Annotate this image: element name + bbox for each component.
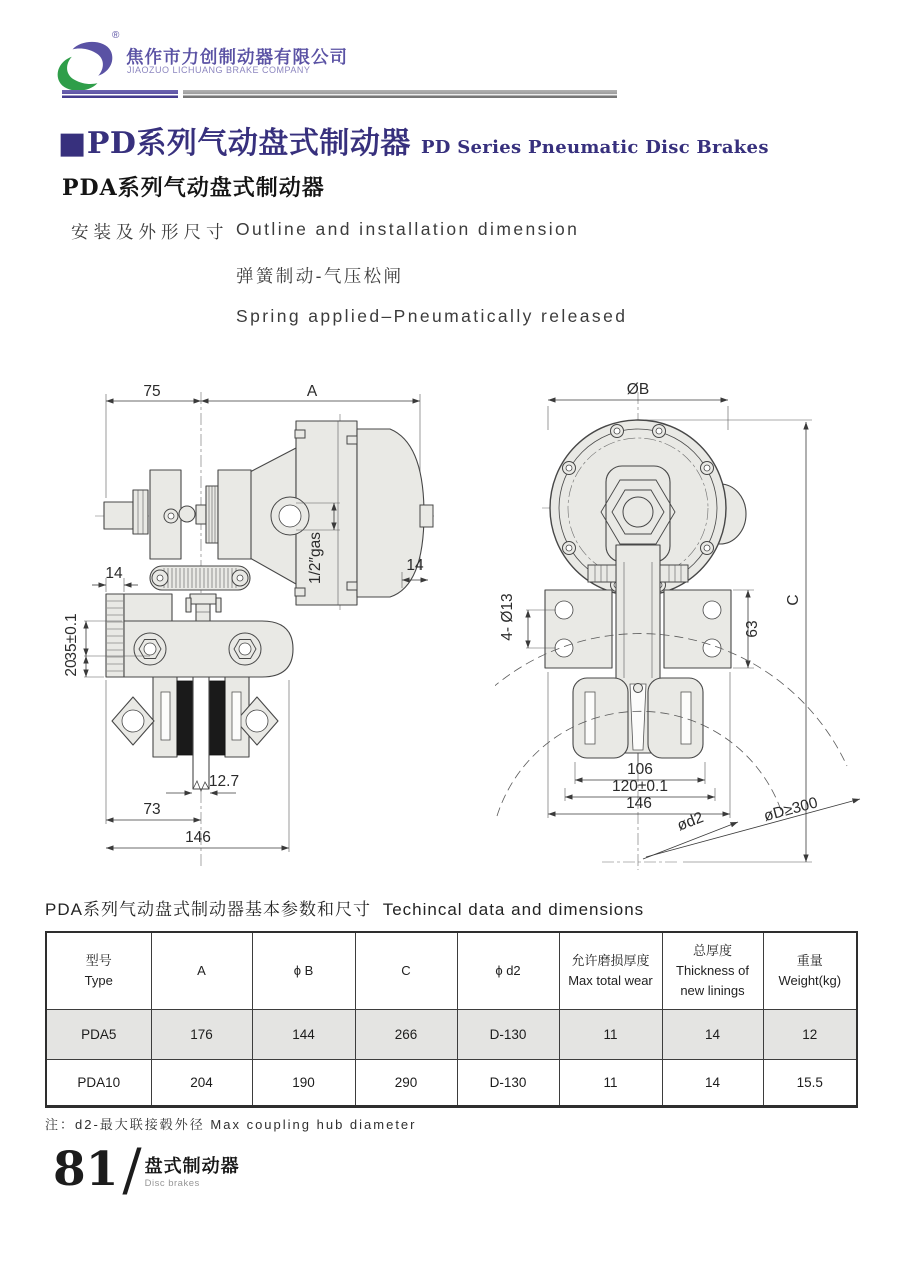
title-bullet: ■ — [58, 126, 87, 161]
table-title-cn: PDA系列气动盘式制动器基本参数和尺寸 — [45, 900, 371, 919]
series-title-en: PD Series Pneumatic Disc Brakes — [420, 137, 769, 158]
table-row-pda10 — [46, 1059, 857, 1106]
dim-14-left — [92, 565, 138, 592]
cell-d2: D-130 — [457, 1059, 559, 1106]
cell-weight: 12 — [763, 1009, 857, 1059]
dim-D300-label: øD≥300 — [762, 794, 820, 825]
swirl-purple-shape — [73, 42, 113, 76]
table-title — [45, 895, 644, 920]
brake-disc — [193, 677, 209, 789]
disc-and-pads — [112, 677, 278, 791]
col-header-max-wear: 允许磨损厚度 Max total wear — [559, 932, 662, 1009]
model-title-cn: PDA系列气动盘式制动器 — [62, 175, 325, 201]
col-header-C: C — [355, 932, 457, 1009]
dim-73-label: 73 — [143, 801, 161, 818]
cell-thickness: 14 — [662, 1059, 763, 1106]
page-number: 81 — [53, 1142, 119, 1197]
cell-type: PDA10 — [46, 1059, 151, 1106]
dim-14-left-label: 14 — [105, 565, 123, 582]
dim-146-side-label: 146 — [185, 829, 211, 846]
footer-slash: / — [122, 1137, 142, 1203]
swirl-green-shape — [58, 57, 98, 91]
table-note: 注：d2-最大联接毂外径 Max coupling hub diameter — [45, 1117, 417, 1132]
col-header-weight: 重量 Weight(kg) — [763, 932, 857, 1009]
cell-A: 204 — [151, 1059, 252, 1106]
cell-A: 176 — [151, 1009, 252, 1059]
divider-gray-segment — [183, 90, 617, 98]
col-header-phid2: ϕ d2 — [457, 932, 559, 1009]
cell-thickness: 14 — [662, 1009, 763, 1059]
col-header-thickness: 总厚度 Thickness of new linings — [662, 932, 763, 1009]
dim-63-label: 63 — [744, 620, 761, 638]
dim-gas-label: 1/2″gas — [307, 531, 324, 585]
brake-mode-en: Spring applied–Pneumatically released — [236, 306, 628, 326]
divider-purple-segment — [62, 90, 178, 98]
cell-B: 144 — [252, 1009, 355, 1059]
dim-120-label: 120±0.1 — [612, 778, 668, 795]
brake-pad-left — [177, 681, 193, 755]
caliper-mechanism — [104, 470, 251, 559]
cell-C: 290 — [355, 1059, 457, 1106]
footer-section-cn: 盘式制动器 — [144, 1156, 240, 1176]
company-logo-swirl-icon — [52, 36, 118, 98]
dim-146-front-label: 146 — [626, 795, 652, 812]
table-header-row — [46, 932, 857, 1009]
brake-pad-right — [209, 681, 225, 755]
series-title — [58, 127, 769, 160]
dim-106-label: 106 — [627, 761, 653, 778]
install-label-en: Outline and installation dimension — [236, 219, 580, 239]
col-header-type: 型号 Type — [46, 932, 151, 1009]
pneumatic-chamber — [250, 421, 433, 605]
company-name-en: JIAOZUO LICHUANG BRAKE COMPANY — [127, 65, 311, 75]
technical-data-table — [45, 931, 858, 1108]
table-row-pda5 — [46, 1009, 857, 1059]
cell-weight: 15.5 — [763, 1059, 857, 1106]
cell-C: 266 — [355, 1009, 457, 1059]
registered-trademark-symbol: ® — [112, 30, 120, 41]
dim-d2 — [643, 809, 738, 859]
company-name-cn: 焦作市力创制动器有限公司 — [126, 47, 348, 67]
install-label-cn: 安装及外形尺寸 — [71, 222, 229, 242]
dim-4-holes-label: 4- Ø13 — [499, 593, 516, 641]
dim-75-label: 75 — [143, 383, 161, 400]
side-view-drawing — [60, 370, 440, 870]
dim-d2-label: ød2 — [674, 809, 706, 835]
cell-B: 190 — [252, 1059, 355, 1106]
page-footer — [53, 1137, 240, 1203]
series-title-bullet-and-cn — [58, 127, 411, 160]
front-view-drawing — [495, 370, 890, 870]
cell-type: PDA5 — [46, 1009, 151, 1059]
dim-A-label: A — [306, 383, 318, 400]
cell-d2: D-130 — [457, 1009, 559, 1059]
cell-wear: 11 — [559, 1059, 662, 1106]
dim-35-label: 35±0.1 — [63, 613, 80, 661]
col-header-A: A — [151, 932, 252, 1009]
center-hex-nut — [623, 497, 653, 527]
brake-mode-cn: 弹簧制动-气压松闸 — [236, 266, 404, 286]
dim-20-label: 20 — [63, 659, 80, 677]
dim-B-label: ØB — [626, 381, 650, 398]
dim-63 — [733, 590, 761, 668]
air-nipple — [420, 505, 433, 527]
series-title-cn: PD系列气动盘式制动器 — [86, 126, 411, 161]
spring-section — [150, 566, 250, 590]
col-header-phiB: ϕ B — [252, 932, 355, 1009]
dim-C-label: C — [785, 594, 802, 606]
footer-section-en: Disc brakes — [144, 1177, 200, 1189]
table-title-en: Techincal data and dimensions — [382, 900, 645, 919]
dim-12-7-label: 12.7 — [208, 773, 240, 790]
footer-section — [145, 1157, 240, 1189]
cell-wear: 11 — [559, 1009, 662, 1059]
dim-14-right-label: 14 — [406, 557, 424, 574]
